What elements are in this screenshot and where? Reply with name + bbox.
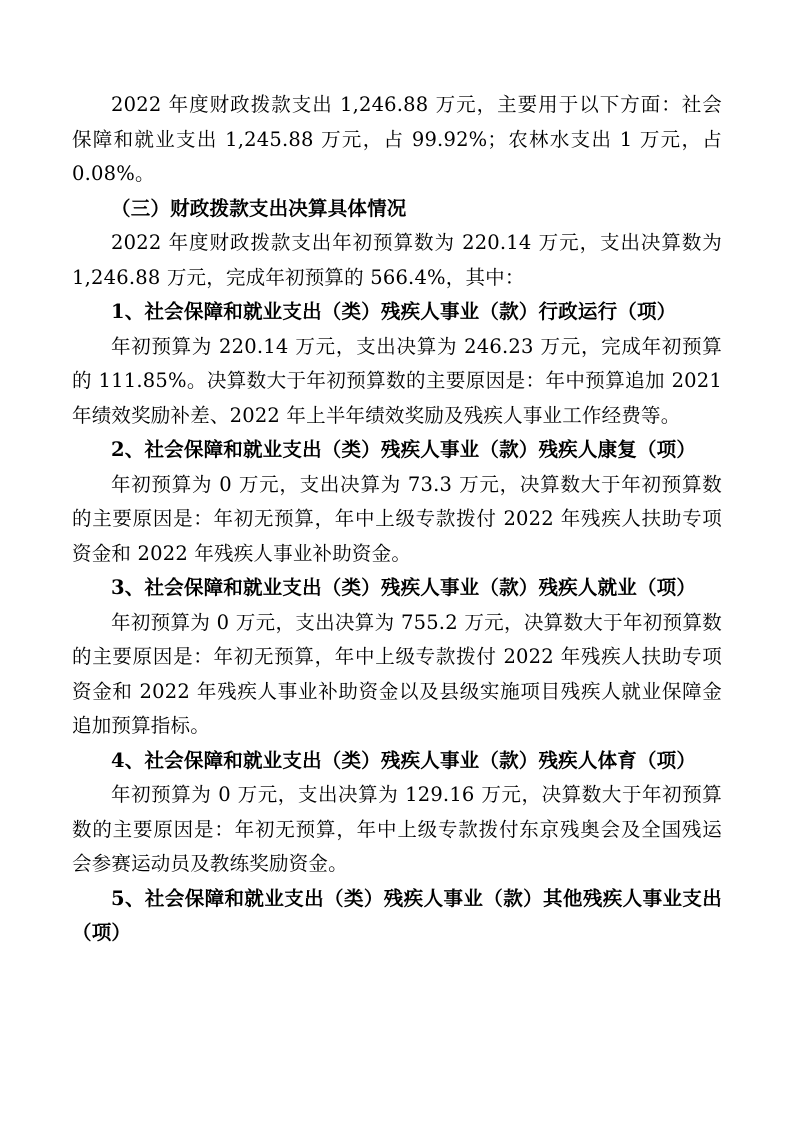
paragraph-item-4-detail: 年初预算为 0 万元，支出决算为 129.16 万元，决算数大于年初预算数的主要原因是：年初无预算，年中上级专款拨付东京残奥会及全国残运会参赛运动员及教练奖励资金。 [72,783,722,875]
paragraph-item-3-detail: 年初预算为 0 万元，支出决算为 755.2 万元，决算数大于年初预算数的主要原因是：年初无预算，年中上级专款拨付 2022 年残疾人扶助专项资金和 2022 年残疾人事业补助资金以及县级实施项目残疾人就业保障金追加预算指标。 [72,610,722,737]
subheading-item-4: 4、社会保障和就业支出（类）残疾人事业（款）残疾人体育（项） [111,748,697,772]
subheading-item-5: 5、社会保障和就业支出（类）残疾人事业（款）其他残疾人事业支出（项） [72,886,722,944]
document-body [72,88,722,951]
paragraph-funding-expenditure-summary: 2022 年度财政拨款支出 1,246.88 万元，主要用于以下方面：社会保障和就业支出 1,245.88 万元，占 99.92%；农林水支出 1 万元，占 0.08%。 [72,93,722,185]
paragraph-item-1-detail: 年初预算为 220.14 万元，支出决算为 246.23 万元，完成年初预算的 111.85%。决算数大于年初预算数的主要原因是：年中预算追加 2021 年绩效奖励补差、2022 年上半年绩效奖励及残疾人事业工作经费等。 [72,334,722,427]
heading-section-three: （三）财政拨款支出决算具体情况 [111,196,407,220]
paragraph-budget-overview: 2022 年度财政拨款支出年初预算数为 220.14 万元，支出决算数为 1,246.88 万元，完成年初预算的 566.4%，其中： [72,231,722,289]
subheading-item-2: 2、社会保障和就业支出（类）残疾人事业（款）残疾人康复（项） [111,438,697,461]
subheading-item-1: 1、社会保障和就业支出（类）残疾人事业（款）行政运行（项） [111,300,677,323]
paragraph-item-2-detail: 年初预算为 0 万元，支出决算为 73.3 万元，决算数大于年初预算数的主要原因是：年初无预算，年中上级专款拨付 2022 年残疾人扶助专项资金和 2022 年残疾人事业补助资金。 [72,472,722,565]
subheading-item-3: 3、社会保障和就业支出（类）残疾人事业（款）残疾人就业（项） [111,576,697,599]
